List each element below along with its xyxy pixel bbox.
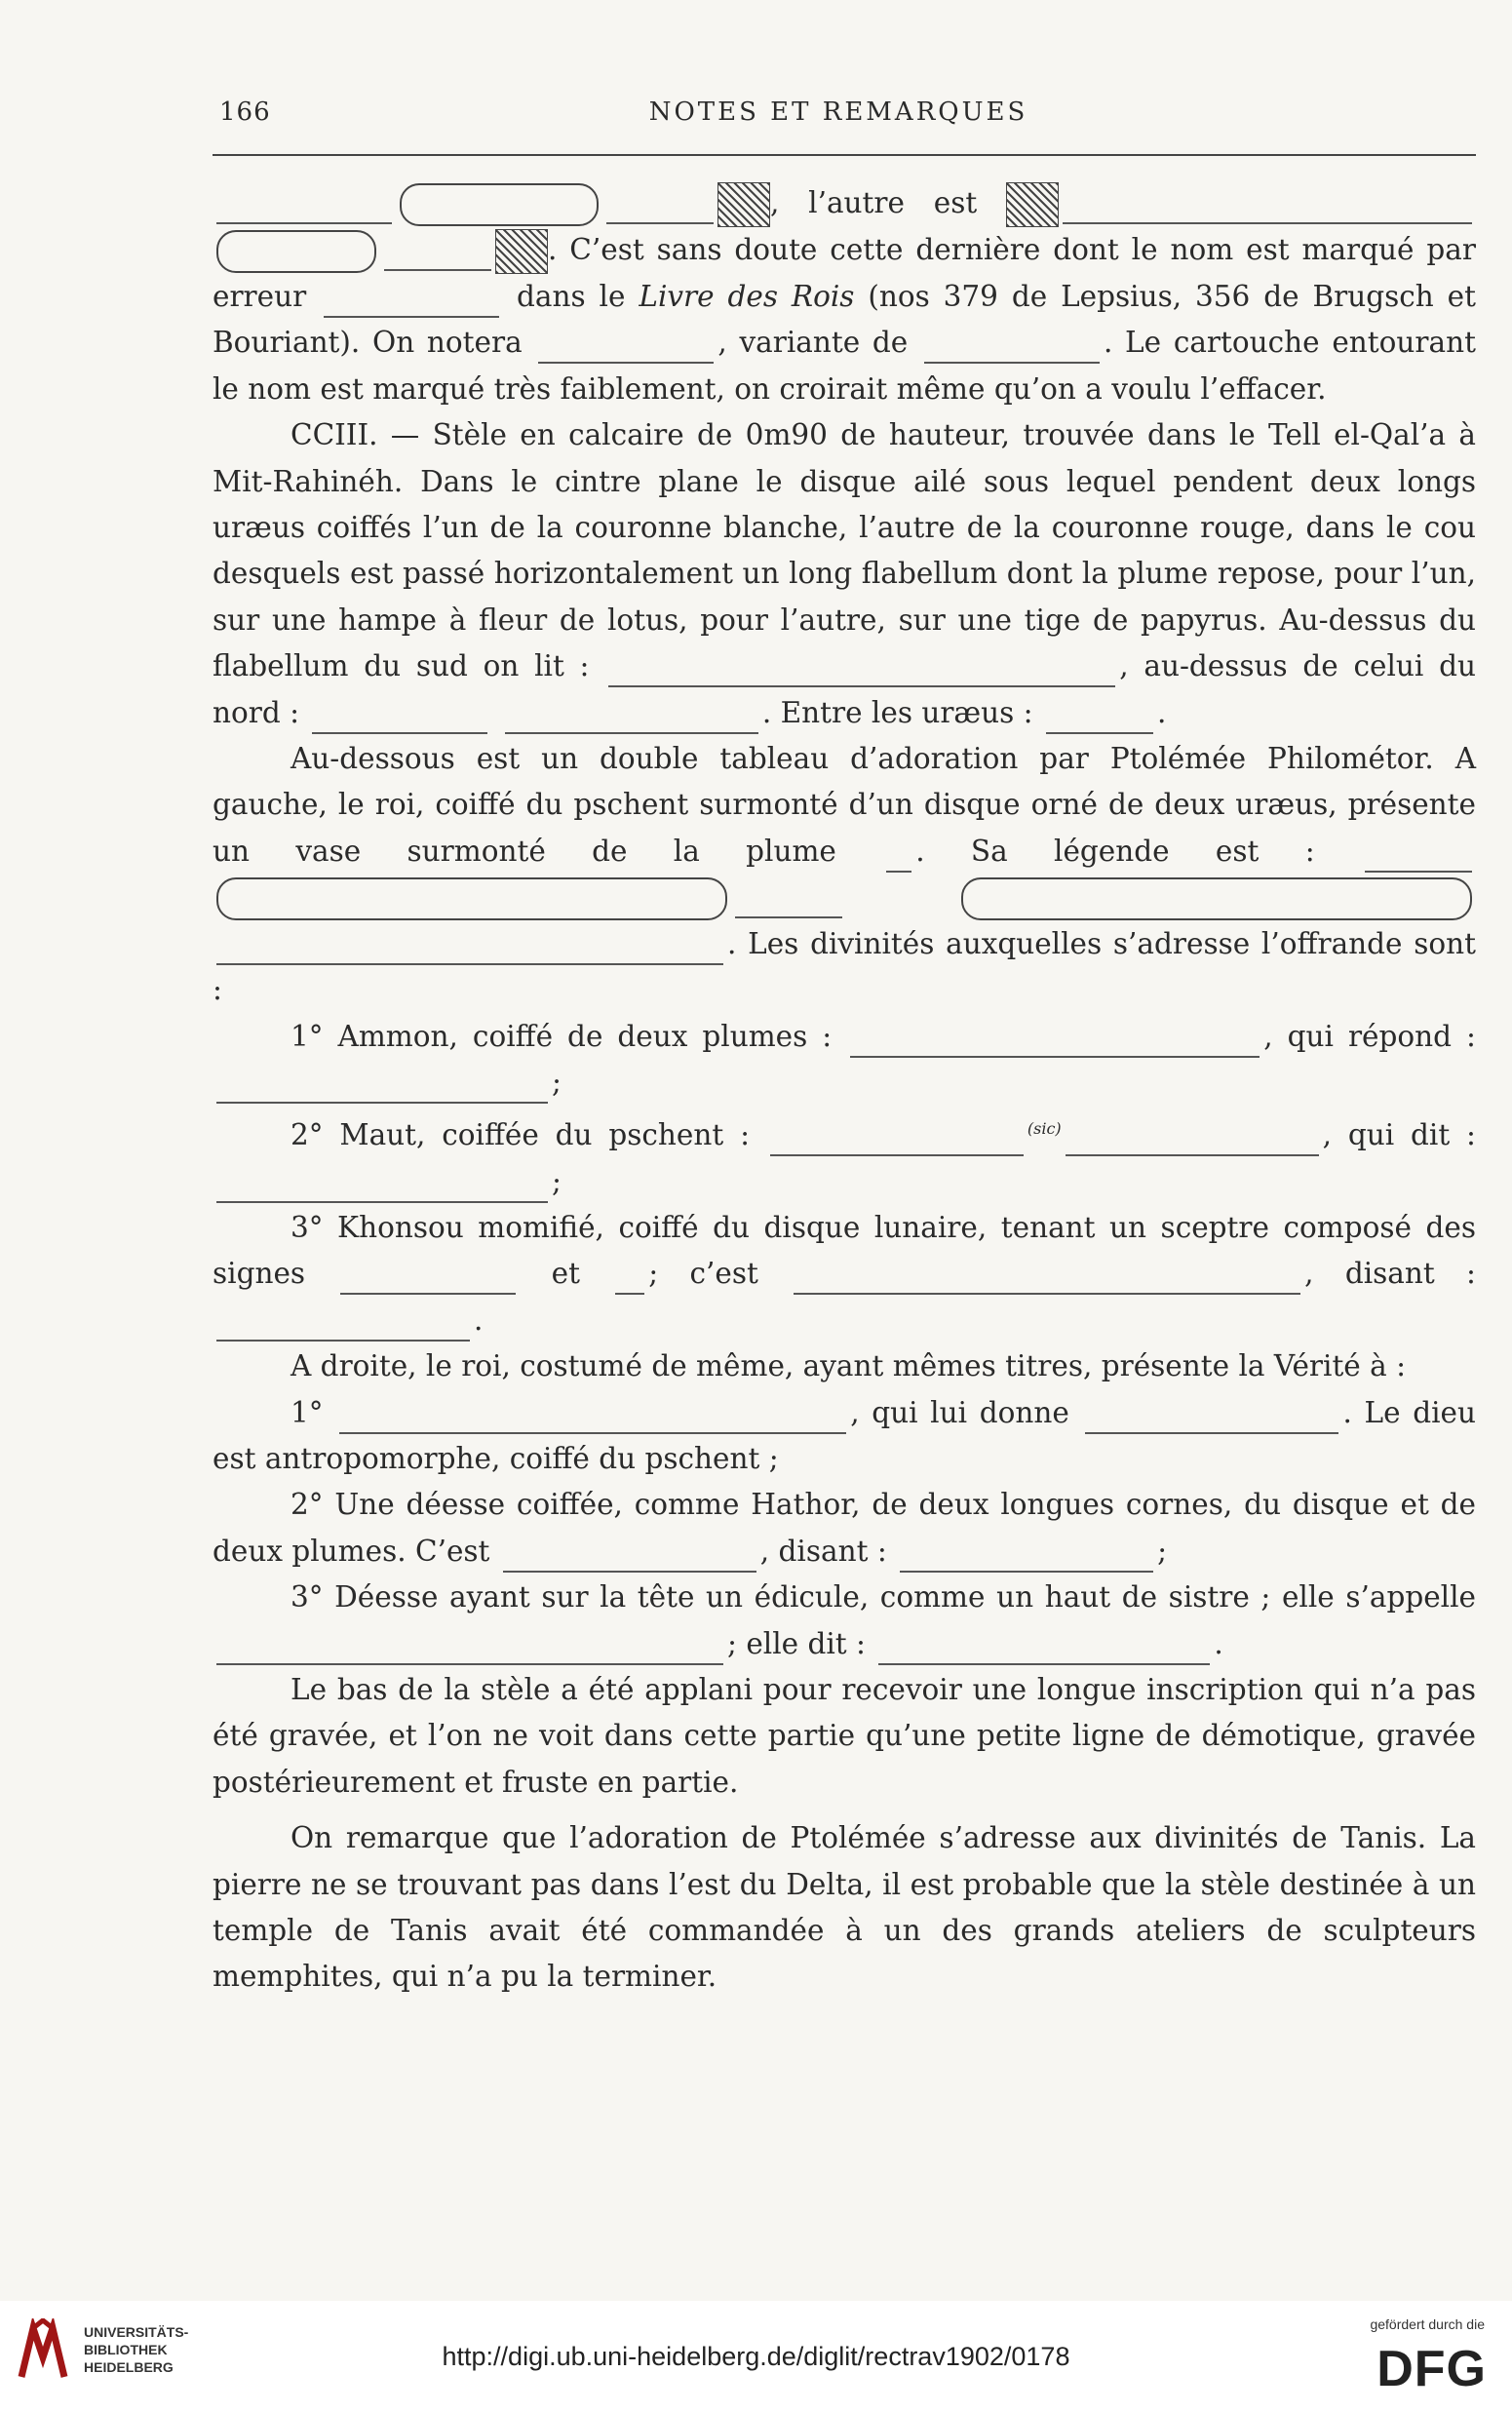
running-header: [205, 97, 1472, 136]
text-run: , qui lui donne: [850, 1395, 1069, 1429]
text-run: 2° Maut, coiffée du pschent :: [291, 1118, 751, 1152]
hieroglyph-group: [384, 232, 491, 271]
hieroglyph-group: [505, 695, 758, 734]
hieroglyph-group: [216, 1626, 723, 1665]
text-run: , l’autre est: [770, 186, 978, 219]
hieroglyph-group: [608, 648, 1115, 687]
hieroglyph-group: [1085, 1395, 1338, 1434]
text-run: 3° Déesse ayant sur la tête un édicule, comme un haut de sistre ; elle s’appelle: [291, 1580, 1476, 1614]
hieroglyph-group: [216, 1303, 470, 1342]
hieroglyph-group: [1046, 695, 1153, 734]
text-run: . Les divinités auxquelles s’adresse l’offrande sont :: [213, 926, 1476, 1007]
paragraph: 2° Maut, coiffée du pschent : $^{(sic)}$ , qui dit : ;: [213, 1106, 1476, 1205]
lacuna-hatch: [1006, 182, 1059, 227]
paragraph: 2° Une déesse coiffée, comme Hathor, de deux longues cornes, du disque et de deux plumes. C’est , disant : ;: [213, 1482, 1476, 1575]
paragraph: On remarque que l’adoration de Ptolémée s’adresse aux divinités de Tanis. La pierre ne se trouvant pas dans l’est du Delta, il est probable que la stèle destinée à un temple de Tanis avait été commandée à un des grands ateliers de sculpteurs memphites, qui n’a pu la terminer.: [213, 1821, 1476, 1994]
lacuna-hatch: [717, 182, 770, 227]
text-run: ; elle dit :: [727, 1626, 866, 1660]
cartouche-glyph: [961, 877, 1472, 920]
paragraph: Le bas de la stèle a été applani pour recevoir une longue inscription qui n’a pas été gravée, et l’on ne voit dans cette partie qu’une petite ligne de démotique, gravée postérieurement et fruste en partie.: [213, 1673, 1476, 1799]
text-run: A droite, le roi, costumé de même, ayant mêmes titres, présente la Vérité à :: [291, 1349, 1407, 1383]
body-text: [213, 180, 1476, 2001]
text-run: 3° Khonsou momifié, coiffé du disque lunaire, tenant un sceptre composé des signes: [213, 1210, 1476, 1291]
paragraph: [213, 1390, 1476, 1483]
italic-title: Livre des Rois: [639, 280, 855, 313]
hieroglyph-group: [606, 185, 714, 224]
text-run: , qui dit :: [1322, 1118, 1476, 1152]
page-number: 166: [219, 97, 271, 127]
text-run: . Sa légende est :: [915, 834, 1315, 868]
hieroglyph-group: [878, 1626, 1210, 1665]
cartouche-glyph: [216, 877, 727, 920]
cartouche-glyph: [400, 183, 599, 226]
text-run: 2° Une déesse coiffée, comme Hathor, de deux longues cornes, du disque et de deux plumes. C’est: [213, 1488, 1476, 1568]
text-run: , au-dessus de celui du nord :: [213, 649, 1476, 729]
paragraph: 3° Déesse ayant sur la tête un édicule, comme un haut de sistre ; elle s’appelle ; elle dit : .: [213, 1575, 1476, 1667]
hieroglyph-group: [615, 1256, 644, 1295]
text-run: . Le cartouche entourant le nom est marqué très faiblement, on croirait même qu’on a voulu l’effacer.: [213, 326, 1476, 406]
hieroglyph-group: [340, 1256, 516, 1295]
hieroglyph-group: [216, 1164, 548, 1203]
text-run: , variante de: [717, 326, 909, 360]
text-run: . Le dieu est antropomorphe, coiffé du pschent ;: [213, 1395, 1476, 1475]
library-name-line: BIBLIOTHEK: [84, 2342, 168, 2357]
text-run: 1° Ammon, coiffé de deux plumes :: [291, 1019, 833, 1053]
hieroglyph-group: [503, 1534, 756, 1573]
permalink[interactable]: http://digi.ub.uni-heidelberg.de/diglit/rectrav1902/0178: [442, 2342, 1070, 2371]
text-run: dans le: [517, 280, 626, 313]
text-run: CCIII. — Stèle en calcaire de 0m90 de hauteur, trouvée dans le Tell el-Qal’a à Mit-Rahinéh. Dans le cintre plane le disque ailé sous lequel pendent deux longs uræus coiffés l’un de la couronne blanche, l’autre de la couronne rouge, dans le cou desquels est passé horizontalement un long flabellum dont la plume repose, pour l’un, sur une hampe à fleur de lotus, pour l’autre, sur une tige de papyrus. Au-dessus du flabellum du sud on lit :: [213, 418, 1476, 683]
hieroglyph-group: [924, 325, 1100, 364]
text-run: , qui répond :: [1263, 1019, 1476, 1053]
text-run: , disant :: [759, 1534, 887, 1568]
lacuna-hatch: [495, 229, 548, 274]
hieroglyph-group: [339, 1395, 846, 1434]
hieroglyph-group: [312, 695, 487, 734]
header-rule: [213, 154, 1476, 156]
text-run: ; c’est: [648, 1257, 758, 1291]
library-name-line: HEIDELBERG: [84, 2359, 174, 2375]
text-run: . C’est sans doute cette dernière dont le nom est marqué par erreur: [213, 233, 1476, 313]
hieroglyph-group: [900, 1534, 1153, 1573]
text-run: , disant :: [1304, 1257, 1476, 1291]
paragraph: 3° Khonsou momifié, coiffé du disque lunaire, tenant un sceptre composé des signes et ; c’est , disant : .: [213, 1205, 1476, 1343]
dfg-logo: DFG: [1376, 2341, 1487, 2397]
library-name-line: UNIVERSITÄTS-: [84, 2324, 189, 2340]
text-run: (nos 379 de Lepsius, 356 de Brugsch et Bouriant). On notera: [213, 280, 1476, 360]
hieroglyph-group: [794, 1256, 1300, 1295]
paragraph: [213, 1343, 1476, 1389]
hieroglyph-group: [1365, 834, 1472, 873]
text-run: Au-dessous est un double tableau d’adoration par Ptolémée Philométor. A gauche, le roi, coiffé du pschent surmonté d’un disque orné de deux uræus, présente un vase surmonté de la plume: [213, 742, 1476, 868]
text-run: et: [551, 1257, 580, 1291]
text-run: . Entre les uræus :: [761, 695, 1033, 729]
paragraph: 1° Ammon, coiffé de deux plumes : , qui répond : ;: [213, 1014, 1476, 1107]
hieroglyph-group: [216, 185, 392, 224]
paragraph: [213, 736, 1476, 1013]
cartouche-glyph: [216, 230, 376, 273]
text-run: 1°: [291, 1395, 324, 1429]
hieroglyph-group: [1063, 185, 1472, 224]
hieroglyph-group: [216, 926, 723, 965]
hieroglyph-group: [770, 1117, 1024, 1156]
running-title: NOTES ET REMARQUES: [648, 97, 1028, 127]
hieroglyph-group: [538, 325, 714, 364]
funding-label: gefördert durch die: [1370, 2316, 1485, 2332]
hieroglyph-group: [324, 279, 499, 318]
paragraph: [213, 180, 1476, 412]
hieroglyph-group: [735, 879, 842, 918]
hieroglyph-group: [1066, 1117, 1319, 1156]
paragraph: CCIII. — Stèle en calcaire de 0m90 de hauteur, trouvée dans le Tell el-Qal’a à Mit-Rahinéh. Dans le cintre plane le disque ailé sous lequel pendent deux longs uræus coiffés l’un de la couronne blanche, l’autre de la couronne rouge, dans le cou desquels est passé horizontalement un long flabellum dont la plume repose, pour l’un, sur une hampe à fleur de lotus, pour l’autre, sur une tige de papyrus. Au-dessus du flabellum du sud on lit : , au-dessus de celui du nord : . Entre les uræus : .: [213, 412, 1476, 736]
hieroglyph-group: [886, 834, 911, 873]
sic-note: (sic): [1027, 1119, 1062, 1139]
hieroglyph-group: [850, 1019, 1260, 1058]
hieroglyph-group: [216, 1065, 548, 1104]
